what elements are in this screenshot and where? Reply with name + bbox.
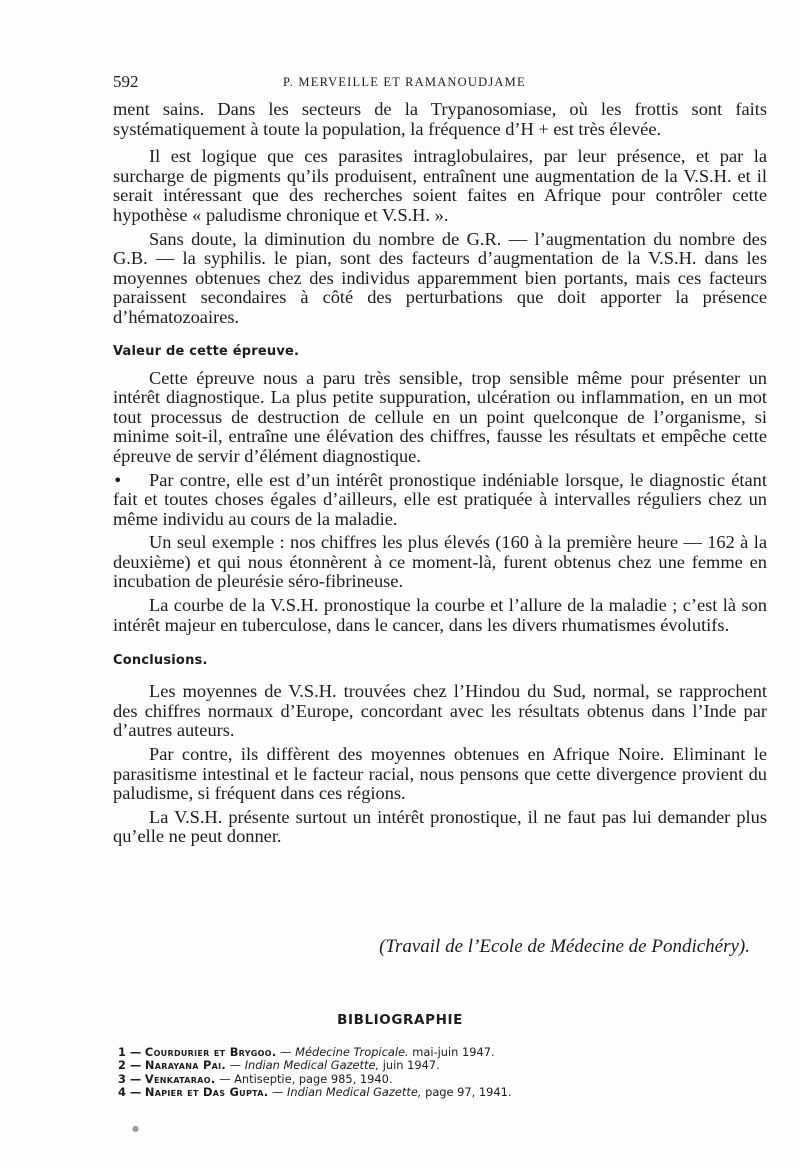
- bullet-paragraph: [113, 471, 767, 530]
- ref-authors: Venkatarao.: [144, 1071, 216, 1086]
- ref-dash: —: [229, 1058, 242, 1073]
- running-title: P. MERVEILLE ET RAMANOUDJAME: [283, 75, 526, 89]
- running-header: [113, 72, 753, 94]
- institution-credit: (Travail de l’Ecole de Médecine de Pondichéry).: [379, 936, 750, 957]
- bibliography-list: [118, 1046, 678, 1100]
- ref-details: mai-juin 1947.: [412, 1045, 495, 1059]
- print-speck: ●: [132, 1124, 139, 1133]
- paragraph-8: Les moyennes de V.S.H. trouvées chez l’Hindou du Sud, normal, se rapprochent des chiffres normaux d’Europe, concordant avec les résultats obtenus dans l’Inde par d’autres auteurs.: [113, 681, 767, 741]
- ref-dash: —: [272, 1085, 284, 1100]
- paragraph-3: Sans doute, la diminution du nombre de G.R. — l’augmentation du nombre des G.B. — la syphilis. le pian, sont des facteurs d’augmentation de la V.S.H. dans les moyennes obtenues chez des individus apparemment bien portants, mais ces facteurs paraissent secondaires à côté des perturbations que doit apporter la présence d’hématozoaires.: [113, 228, 767, 327]
- article-body: [113, 100, 767, 847]
- paragraph-1: ment sains. Dans les secteurs de la Trypanosomiase, où les frottis sont faits systématiquement à toute la population, la fréquence d’H + est très élevée.: [113, 99, 767, 139]
- ref-number: 4 —: [118, 1085, 142, 1100]
- ref-authors: Courdurier et Brygoo.: [144, 1045, 277, 1059]
- bibliography-entry: [118, 1073, 678, 1086]
- paragraph-2: Il est logique que ces parasites intraglobulaires, par leur présence, et par la surcharge de pigments qu’ils produisent, entraînent une augmentation de la V.S.H. et il serait intéressant que des recherches soient faites en Afrique pour contrôler cette hypothèse « paludisme chronique et V.S.H. ».: [113, 146, 767, 225]
- paragraph-10: La V.S.H. présente surtout un intérêt pronostique, il ne faut pas lui demander plus qu’elle ne peut donner.: [113, 806, 767, 847]
- section-heading-conclusions: Conclusions.: [113, 653, 208, 669]
- ref-details: Antiseptie, page 985, 1940.: [234, 1071, 393, 1086]
- ref-details: juin 1947.: [382, 1058, 440, 1073]
- paragraph-9: Par contre, ils diffèrent des moyennes obtenues en Afrique Noire. Eliminant le parasitisme intestinal et le facteur racial, nous pensons que cette divergence provient du paludisme, si fréquent dans ces régions.: [113, 744, 767, 804]
- ref-number: 1 —: [118, 1045, 142, 1059]
- ref-dash: —: [219, 1071, 231, 1086]
- ref-journal: Médecine Tropicale.: [295, 1045, 409, 1059]
- ref-authors: Narayana Pai.: [144, 1058, 227, 1073]
- ref-details: page 97, 1941.: [425, 1085, 512, 1100]
- paragraph-5: Par contre, elle est d’un intérêt pronostique indéniable lorsque, le diagnostic étant fait et toutes choses égales d’ailleurs, elle est pratiquée à intervalles réguliers chez un même individu au cours de la maladie.: [113, 469, 767, 529]
- paragraph-6: Un seul exemple : nos chiffres les plus élevés (160 à la première heure — 162 à la deuxième) et qui nous étonnèrent à ce moment-là, furent obtenus chez une femme en incubation de pleurésie séro-fibrineuse.: [113, 532, 767, 592]
- ref-dash: —: [280, 1045, 292, 1059]
- ref-number: 3 —: [118, 1071, 142, 1086]
- ref-authors: Napier et Das Gupta.: [144, 1085, 269, 1100]
- bibliography-entry: [118, 1086, 678, 1099]
- section-heading-valeur: Valeur de cette épreuve.: [113, 343, 300, 359]
- bibliography-title: BIBLIOGRAPHIE: [337, 1012, 463, 1028]
- ref-number: 2 —: [118, 1058, 142, 1073]
- ref-journal: Indian Medical Gazette,: [287, 1085, 422, 1100]
- bibliography-entry: [118, 1046, 678, 1059]
- ref-journal: Indian Medical Gazette,: [244, 1058, 380, 1073]
- paragraph-7: La courbe de la V.S.H. pronostique la courbe et l’allure de la maladie ; c’est là son intérêt majeur en tuberculose, dans le cancer, dans les divers rhumatismes évolutifs.: [113, 595, 767, 635]
- paragraph-4: Cette épreuve nous a paru très sensible, trop sensible même pour présenter un intérêt diagnostique. La plus petite suppuration, ulcération ou inflammation, en un mot tout processus de destruction de cellule en un point quelconque de l’organisme, si minime soit-il, entraîne une élévation des chiffres, fausse les résultats et empêche cette épreuve de servir d’élément diagnostique.: [113, 367, 767, 466]
- page-number: 592: [113, 72, 139, 91]
- bibliography-entry: [118, 1059, 678, 1072]
- bullet-mark: •: [113, 470, 123, 490]
